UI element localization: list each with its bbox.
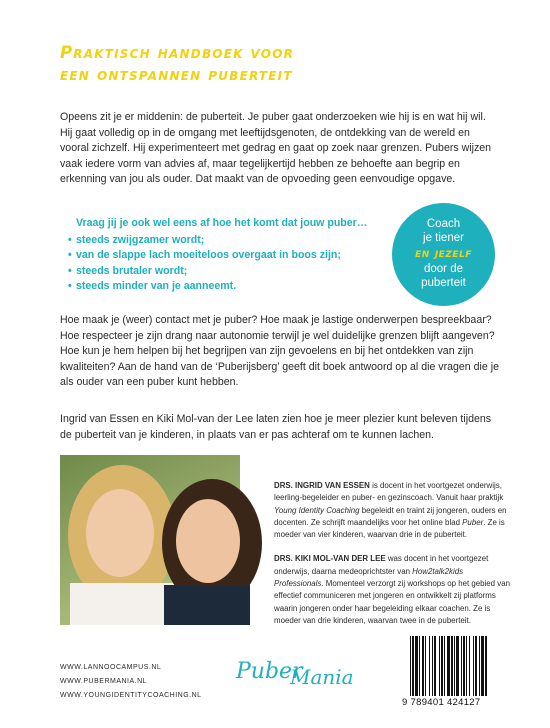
barcode-bar: [410, 636, 411, 696]
barcode-graphic: [408, 636, 506, 698]
intro-paragraph: Opeens zit je er middenin: de puberteit. Je puber gaat onderzoeken wie hij is en wat hij wil. Hij gaat volledig op in de omgang met leeftijdsgenoten, de ontdekking van de wereld en vooral zichzelf. Hij experimenteert met gedrag en gaat op zoek naar grenzen. Pubers wijzen vaak iedere vorm van advies af, maar tegelijkertijd hebben ze behoefte aan begrip en erkenning van jou als ouder. Dat maakt van de opvoeding geen eenvoudige opgave.: [60, 111, 492, 186]
badge-line-3: en jezelf: [415, 246, 472, 261]
bio-text: . Ze is moeder van vier kinderen, waarvan drie in de puberteit.: [274, 517, 505, 540]
coach-badge: [392, 203, 495, 306]
footer-link[interactable]: WWW.LANNOOCAMPUS.NL: [60, 664, 162, 671]
barcode-bar: [463, 636, 465, 696]
callout-item: • steeds zwijgzamer wordt;: [68, 233, 398, 249]
barcode-bar: [447, 636, 450, 696]
callout-item: • steeds minder van je aanneemt.: [68, 279, 398, 295]
barcode-bar: [451, 636, 453, 696]
barcode-digits: 9 789401 424127: [402, 697, 481, 708]
barcode-bar: [481, 636, 484, 696]
callout-item: • steeds brutaler wordt;: [68, 264, 398, 280]
title-line-1: Praktisch handboek voor: [60, 43, 295, 62]
pubermania-logo: [232, 650, 352, 694]
bio-text: . Momenteel verzorgt zij workshops op het gebied van effectief communiceren met jongeren en ontwikkelt zij platforms waarin jongeren onder haar begeleiding elkaar coachen. Ze is moeder van drie kinderen, waarvan twee in de puberteit.: [274, 579, 510, 625]
callout-list: [68, 233, 398, 295]
barcode-bar: [425, 636, 426, 696]
barcode-bar: [412, 636, 414, 696]
logo-part-1: Puber: [236, 659, 303, 684]
barcode-bar: [469, 636, 470, 696]
footer-link[interactable]: WWW.YOUNGIDENTITYCOACHING.NL: [60, 692, 202, 699]
author-bios: [274, 480, 514, 639]
barcode-bar: [415, 636, 418, 696]
barcode-bar: [419, 636, 420, 696]
badge-line-5: puberteit: [421, 277, 466, 289]
bio-italic: Puber: [462, 517, 484, 527]
bio-name: DRS. KIKI MOL-VAN DER LEE: [274, 554, 386, 564]
barcode-bar: [432, 636, 433, 696]
barcode-bar: [461, 636, 462, 696]
logo-part-2: Mania: [290, 665, 352, 689]
barcode-bar: [429, 636, 430, 696]
bio-name: DRS. INGRID VAN ESSEN: [274, 481, 370, 490]
barcode-bar: [454, 636, 455, 696]
barcode-bar: [444, 636, 445, 696]
badge-line-2: je tiener: [423, 232, 464, 244]
bio-italic: How2talk2kids Professionals: [274, 566, 464, 589]
bio-kiki: [274, 553, 514, 627]
barcode-bar: [441, 636, 443, 696]
callout-item: • van de slappe lach moeiteloos overgaat in boos zijn;: [68, 248, 398, 264]
bio-ingrid: [274, 480, 514, 541]
body-paragraph-2: Hoe maak je (weer) contact met je puber? Hoe maak je lastige onderwerpen bespreekbaar? Hoe respecteer je zijn drang naar autonomie terwijl je wel duidelijke grenzen blijft aangeven? Hoe kun je hem helpen bij het begrijpen van zijn gevoelens en bij het ontdekken van zijn kwaliteiten? Aan de hand van de ‘Puberijsberg’ geeft dit boek antwoord op al die vragen die je als ouder van een puber kunt hebben.: [60, 314, 499, 389]
barcode-bar: [434, 636, 436, 696]
logo-mark: [232, 650, 352, 694]
footer-links: [60, 661, 202, 703]
badge-line-4: door de: [423, 263, 463, 275]
barcode-bar: [456, 636, 459, 696]
barcode-bar: [422, 636, 424, 696]
barcode-bar: [439, 636, 440, 696]
bio-text: is docent in het voortgezet onderwijs, leerling-begeleider en puber- en gezinscoach. Vanuit haar praktijk: [274, 481, 504, 503]
barcode-bar: [485, 636, 487, 696]
bio-italic: Young Identity Coaching: [274, 505, 360, 515]
callout-intro: Vraag jij je ook wel eens af hoe het komt dat jouw puber…: [76, 217, 368, 229]
barcode-bar: [479, 636, 480, 696]
title-line-2: een ontspannen puberteit: [60, 65, 293, 84]
bio-text: begeleidt en traint zij jongeren, ouders en docenten. Ze schrijft maandelijks voor het online blad: [274, 505, 507, 527]
isbn-barcode: [408, 636, 506, 698]
question-callout: [68, 216, 398, 295]
barcode-bar: [473, 636, 474, 696]
book-title: [60, 42, 480, 86]
barcode-bar: [475, 636, 477, 696]
badge-line-1: Coach: [426, 218, 461, 230]
body-paragraph-3: Ingrid van Essen en Kiki Mol-van der Lee laten zien hoe je meer plezier kunt beleven tijdens de puberteit van je kinderen, in plaats van er pas achteraf om te kunnen lachen.: [60, 413, 492, 441]
bio-text: was docent in het voortgezet onderwijs, daarna medeoprichtster van: [274, 554, 489, 576]
footer-link[interactable]: WWW.PUBERMANIA.NL: [60, 678, 148, 685]
barcode-bar: [466, 636, 467, 696]
